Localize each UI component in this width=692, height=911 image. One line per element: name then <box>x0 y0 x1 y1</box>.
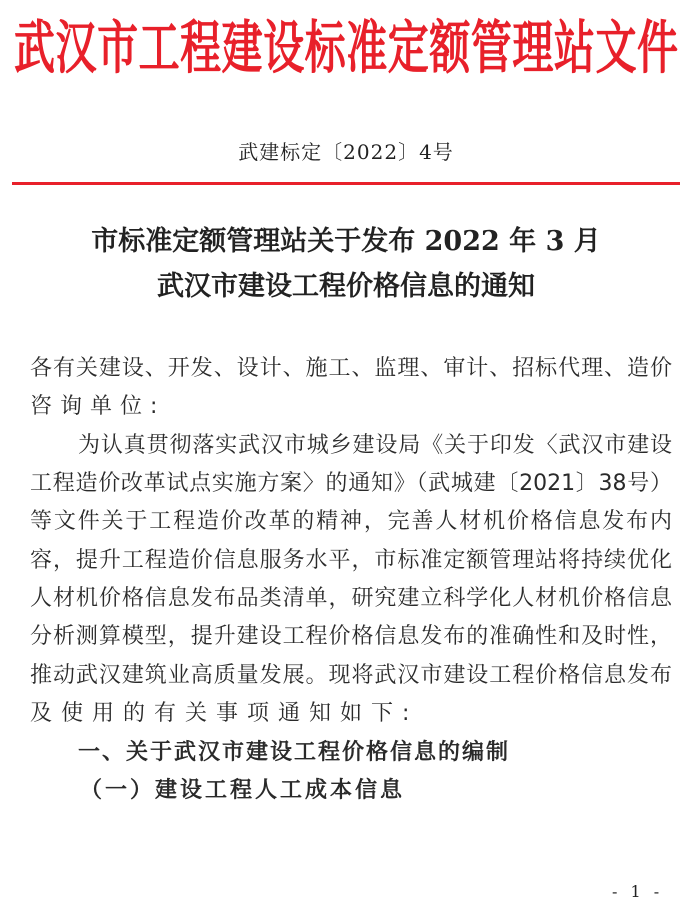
body-line: 为认真贯彻落实武汉市城乡建设局《关于印发〈武汉市建设 <box>78 433 672 458</box>
body-line: 容，提升工程造价信息服务水平，市标准定额管理站将持续优化 <box>30 548 672 573</box>
section-heading: 一、关于武汉市建设工程价格信息的编制 <box>78 740 511 765</box>
document-number: 武建标定〔2022〕4号 <box>238 140 454 164</box>
body-line: 工程造价改革试点实施方案〉的通知》（武城建〔2021〕38号） <box>30 471 672 496</box>
issuing-agency-header: 武汉市工程建设标准定额管理站文件 <box>14 14 678 82</box>
body-line: 各有关建设、开发、设计、施工、监理、审计、招标代理、造价 <box>30 356 672 381</box>
body-line: 等文件关于工程造价改革的精神，完善人材机价格信息发布内 <box>30 509 672 534</box>
red-divider <box>12 182 680 185</box>
title-line-2: 武汉市建设工程价格信息的通知 <box>157 271 535 302</box>
body-line: 分析测算模型，提升建设工程价格信息发布的准确性和及时性， <box>30 624 672 649</box>
body-line: 推动武汉建筑业高质量发展。现将武汉市建设工程价格信息发布 <box>30 663 672 688</box>
body-line: 人材机价格信息发布品类清单，研究建立科学化人材机价格信息 <box>30 586 672 611</box>
subsection-heading: （一）建设工程人工成本信息 <box>80 778 406 803</box>
body-line: 咨询单位: <box>30 394 166 419</box>
title-line-1: 市标准定额管理站关于发布 2022 年 3 月 <box>91 226 601 257</box>
page-number: - 1 - <box>612 882 664 901</box>
body-line: 及使用的有关事项通知如下: <box>30 701 419 726</box>
